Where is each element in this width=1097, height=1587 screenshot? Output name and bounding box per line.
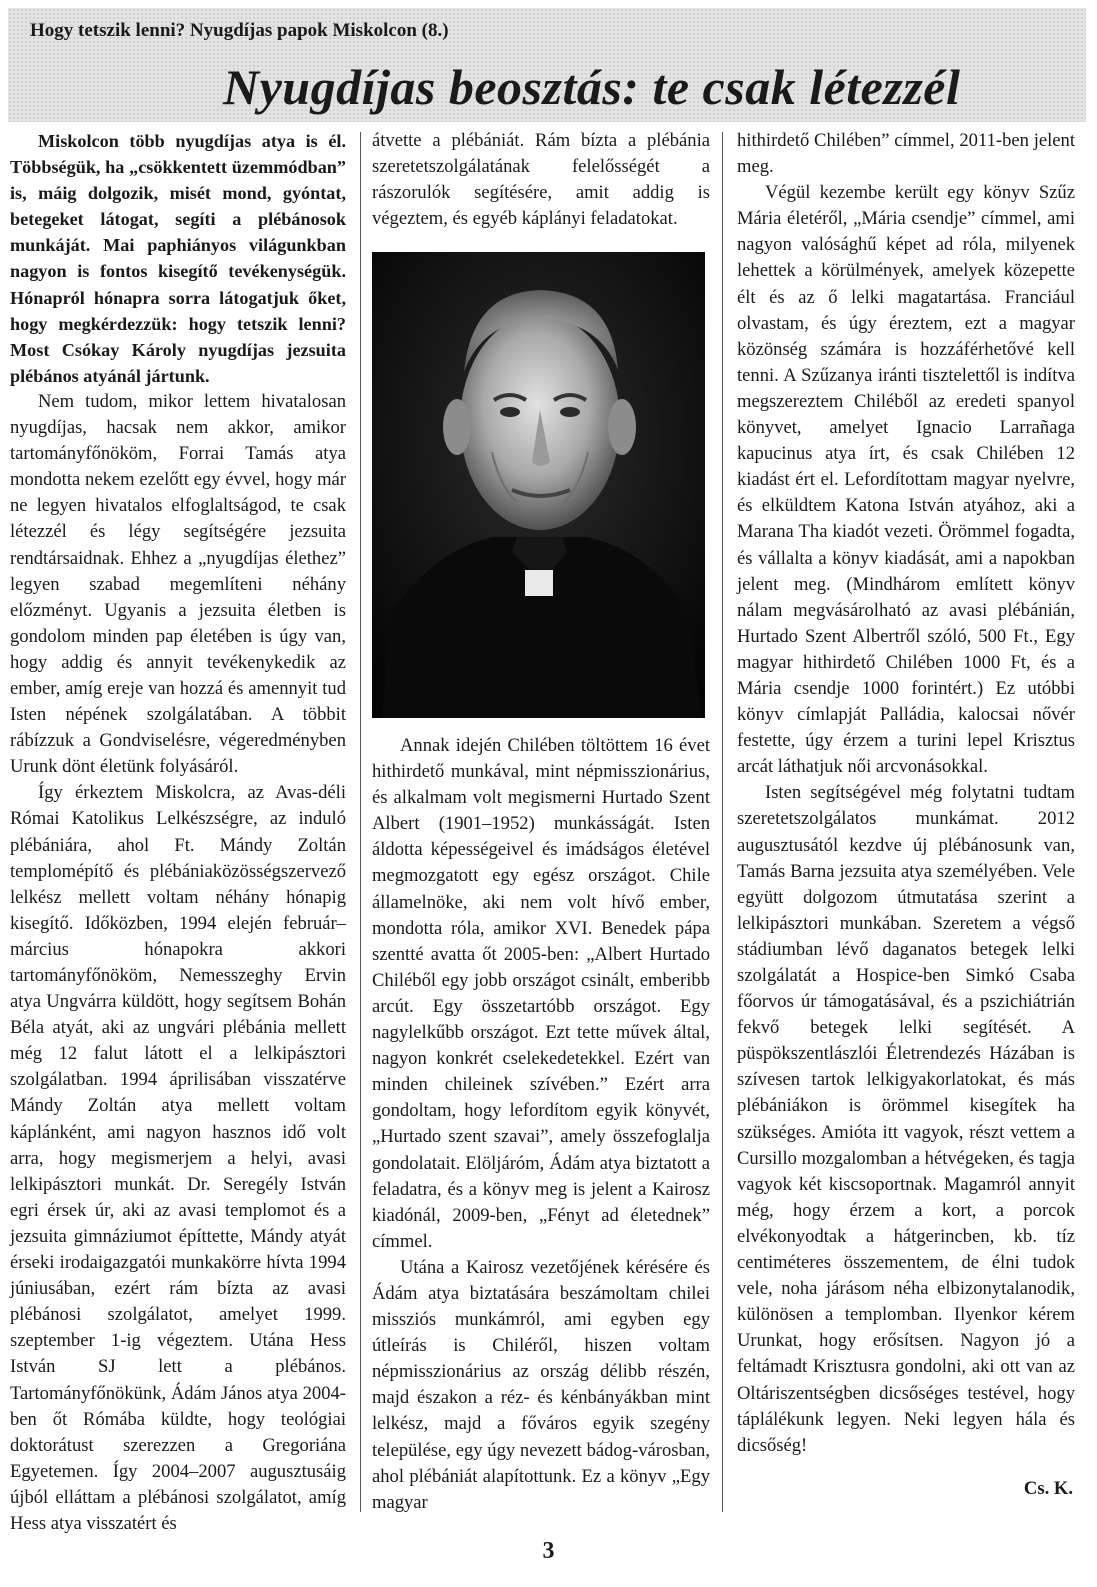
paragraph: Nem tudom, mikor lettem hivatalosan nyugdíjas, hacsak nem akkor, amikor tartományfőnököm, Forrai Tamás atya mondotta nekem ezelőtt egy évvel, hogy már ne legyen hivatalos elfoglaltságod, te csak létezzél és légy segítségére jezsuita rendtársaidnak. Ehhez a „nyugdíjas élethez” legyen szabad megemlíteni néhány előzményt. Ugyanis a jezsuita életben is gondolom minden pap életében is úgy van, hogy addig és annyit tevékenykedik az ember, amíg ereje van hozzá és amennyit tud Isten népének szolgálatában. A többit rábízzuk a Gondviselésre, végeredményben Urunk dönt életünk folyásáról. [10, 390, 346, 778]
author-signature: Cs. K. [1023, 1478, 1073, 1499]
paragraph: Isten segítségével még folytatni tudtam szeretetszolgálatos munkámat. 2012 augusztusától kezdve új plébánosunk van, Tamás Barna jezsuita atya személyében. Vele együtt dolgozom útmutatása szerint a lelkipásztori munkában. Szeretem a végső stádiumban lévő daganatos betegek lelki szolgálatát a Hospice-ben Simkó Csaba főorvos úr támogatásával, és a pszichiátrián fekvő betegek lelki segítését. A püspökszentlászlói Életrendezés Házában is szívesen tartok lelkigyakorlatokat, és más plébániákon is örömmel kisegítek ha szükséges. Amióta itt vagyok, részt vettem a Cursillo mozgalomban a hétvégeken, és tagja vagyok két kiscsoportnak. Magamról annyit még, hogy érzem a kort, a porcok elvékonyodtak a hátgerincben, kb. tíz centiméteres összementem, de élni tudok vele, noha járásom néha elbizonytalanodik, különösen a templomban. Ilyenkor kérem Urunkat, hogy erősítsen. Nagyon jó a feltámadt Krisztusra gondolni, aki ott van az Oltáriszentségben dicsőséges testével, hogy táplálékunk legyen. Neki legyen hála és dicsőség! [737, 782, 1075, 1456]
paragraph-continued: hithirdető Chilében” címmel, 2011-ben jelent meg. [737, 130, 1075, 178]
paragraph-continued: átvette a plébániát. Rám bízta a plébánia szeretetszolgálatának felelősségét a rászorulók segítésére, amit addig is végeztem, és egyéb káplányi feladatokat. [372, 130, 710, 230]
article-header [8, 8, 1086, 122]
paragraph: Annak idején Chilében töltöttem 16 évet hithirdető munkával, mint népmisszionárius, és alkalmam volt megismerni Hurtado Szent Albert (1901–1952) munkásságát. Isten áldotta képességeivel és imádságos életével megmozgatott egy egész országot. Chile államelnöke, aki nem volt hívő ember, mondotta róla, amikor XVI. Benedek pápa szentté avatta őt 2005-ben: „Albert Hurtado Chiléből egy jobb országot csinált, emberibb arcút. Egy összetartóbb országot. Egy nagylelkűbb országot. Ezt tette művek által, nagyon konkrét cselekedetekkel. Ezért van minden chileinek szívében.” Ezért arra gondoltam, hogy lefordítom egyik könyvét, „Hurtado szent szavai”, amely összefoglalja gondolatait. Elöljáróm, Ádám atya biztatott a feladatra, és a könyv meg is jelent a Kairosz kiadónál, 2009-ben, „Fényt ad életednek” címmel. [372, 735, 710, 1252]
series-kicker: Hogy tetszik lenni? Nyugdíjas papok Miskolcon (8.) [30, 20, 449, 41]
column-3 [737, 128, 1075, 1459]
paragraph: Utána a Kairosz vezetőjének kérésére és Ádám atya biztatására beszámoltam chilei missziós munkámról, ami egyben egy útleírás is Chiléről, hiszen voltam népmisszionárius az ország délibb részén, majd északon a réz- és kénbányákban mint lelkész, majd a főváros egyik szegény települése, egy úgy nevezett bádog-városban, ahol plébániát alapítottunk. Ez a könyv „Egy magyar [372, 1256, 710, 1513]
paragraph: Így érkeztem Miskolcra, az Avas-déli Római Katolikus Lelkészségre, az induló plébániára, ahol Ft. Mándy Zoltán templomépítő és plébániaközösségszervező lelkész mellett voltam néhány hónapig kisegítő. Időközben, 1994 elején február–március hónapokra akkori tartományfőnököm, Nemesszeghy Ervin atya Ungvárra küldött, hogy segítsem Bohán Béla atyát, aki az ungvári plébánia mellett még 12 falut látott el a lelkipásztori szolgálatban. 1994 áprilisában visszatérve Mándy Zoltán atya mellett voltam káplánként, ami nagyon hasznos idő volt arra, hogy megismerjem a helyi, avasi lelkipásztori munkát. Dr. Seregély István egri érsek úr, aki az avasi templomot és a jezsuita gimnáziumot építtette, Mándy atyát érseki irodaigazgatói munkakörre hívta 1994 júniusában, ezért rám bízta az avasi plébánosi szolgálatot, amelyet 1999. szeptember 1-ig végeztem. Utána Hess István SJ lett a plébános. Tartományfőnökünk, Ádám János atya 2004-ben őt Rómába küldte, hogy teológiai doktorátust szerezzen a Gregoriána Egyetemen. Így 2004–2007 augusztusáig újból elláttam a plébánosi szolgálatot, amíg Hess atya visszatért és [10, 782, 346, 1534]
page-number: 3 [542, 1538, 555, 1564]
portrait-photo-icon [372, 252, 705, 718]
paragraph: Végül kezembe került egy könyv Szűz Mária életéről, „Mária csendje” címmel, ami nagyon valósághű képet ad róla, milyenek lehettek a körülmények, amelyek közepette élt és az ő lelki magatartása. Franciául olvastam, és úgy éreztem, ezt a magyar közönség számára is hozzáférhetővé kell tenni. A Szűzanya iránti tisztelettől is indítva megszereztem Chiléből az eredeti spanyol könyvet, amelyet Ignacio Larrañaga kapucinus atya írt, és csak Chilében 12 kiadást ért el. Lefordítottam magyar nyelvre, és elküldtem Katona István atyához, aki a Marana Tha kiadót vezeti. Örömmel fogadta, és vállalta a könyv kiadását, ami a napokban jelent meg. (Mindhárom említett könyv nálam megvásárolható az avasi plébánián, Hurtado Szent Albertről szóló, 500 Ft., Egy magyar hithirdető Chilében 1000 Ft, és a Mária csendje 1000 forintért.) Ez utóbbi könyv címlapját Palládia, kalocsai nővér festette, úgy érzem a turini lepel Krisztus arcát láthatjuk női arcvonásokkal. [737, 182, 1075, 778]
column-divider [722, 132, 723, 1512]
column-divider [360, 132, 361, 1512]
priest-portrait-photo [372, 252, 705, 718]
column-1 [10, 128, 346, 1537]
article-lede: Miskolcon több nyugdíjas atya is él. Többségük, ha „csökkentett üzemmódban” is, máig dolgozik, misét mond, gyóntat, betegeket látogat, segíti a plébánosok munkáját. Mai paphiányos világunkban nagyon is fontos kisegítő tevékenységük. Hónapról hónapra sorra látogatjuk őket, hogy megkérdezzük: hogy tetszik lenni? Most Csókay Károly nyugdíjas jezsuita plébános atyánál jártunk. [10, 131, 346, 386]
article-title: Nyugdíjas beosztás: te csak létezzél [223, 59, 961, 115]
